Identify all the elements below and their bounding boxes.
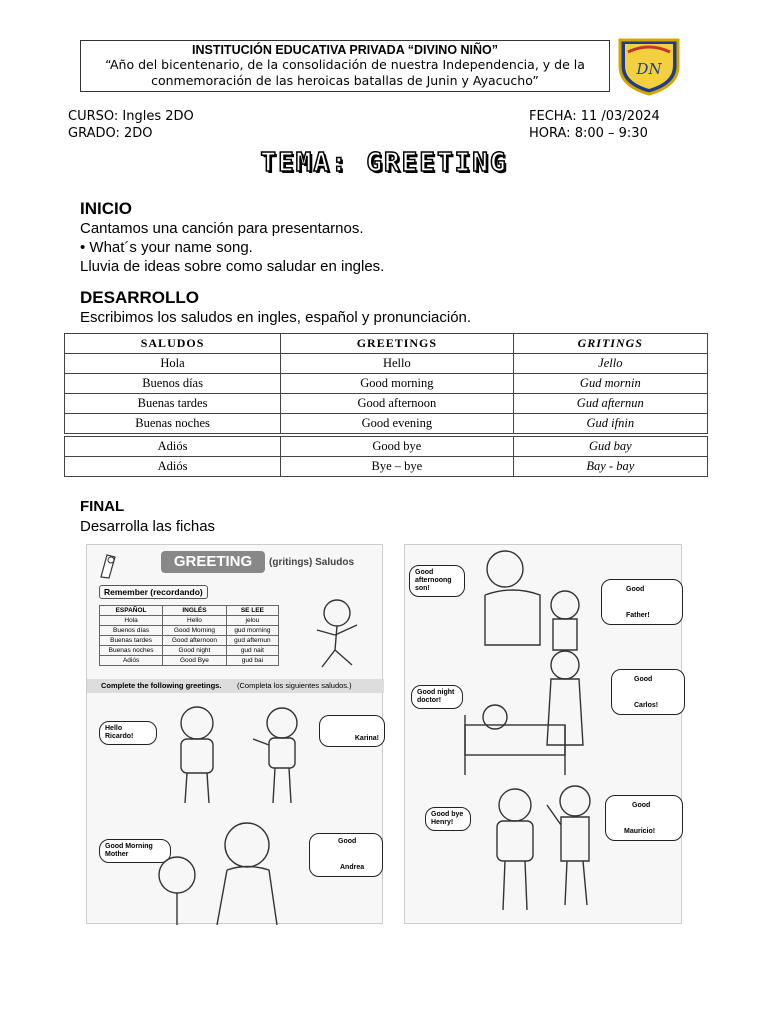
grade-label: GRADO: 2DO	[68, 126, 153, 141]
final-heading: FINAL	[80, 498, 125, 515]
table-row	[65, 437, 708, 457]
father-and-son-icon	[445, 545, 595, 655]
motto-line-2: conmemoración de las heroicas batallas de Junin y Ayacucho”	[151, 73, 539, 88]
worksheet-left	[86, 544, 383, 924]
bubble-hello-ricardo: Hello Ricardo!	[99, 721, 157, 745]
motto-line-1: “Año del bicentenario, de la consolidación de nuestra Independencia, y de la	[105, 57, 585, 72]
cell-english: Hello	[281, 354, 513, 374]
greetings-table	[64, 333, 708, 477]
mini-vocab-table: ESPAÑOL INGLÉS SE LEE Hola Hello jelou Buenos días Good Morning gud morning Buenas tardes Good afternoon gud afternun Buenas noches Good night gud nait Adiós Good Bye gud bai	[99, 605, 279, 666]
table-row	[65, 414, 708, 434]
inicio-bullet: • What´s your name song.	[80, 239, 253, 256]
cell-spanish: Buenos días	[65, 374, 281, 394]
school-logo	[614, 36, 684, 96]
svg-text:DN: DN	[636, 60, 662, 78]
cell-pronunciation: Jello	[513, 354, 707, 374]
cell-pronunciation: Gud afternun	[513, 394, 707, 414]
final-line-1: Desarrolla las fichas	[80, 518, 216, 535]
cell-pronunciation: Gud ifnin	[513, 414, 707, 434]
running-boy-icon	[297, 595, 377, 675]
cell-english: Good bye	[281, 437, 513, 457]
cell-spanish: Adiós	[65, 457, 281, 477]
complete-instruction-es: (Completa los siguientes saludos.)	[237, 681, 352, 690]
table-row	[65, 394, 708, 414]
boy-waving-icon	[247, 703, 317, 813]
bubble-andrea: Good Andrea	[309, 833, 383, 877]
cell-pronunciation: Bay - bay	[513, 457, 707, 477]
bubble-good-morning-mother: Good Morning Mother	[99, 839, 171, 863]
worksheet-subtitle: (gritings) Saludos	[269, 557, 354, 568]
cell-spanish: Hola	[65, 354, 281, 374]
institution-header	[80, 40, 610, 92]
cell-spanish: Buenas noches	[65, 414, 281, 434]
date-label: FECHA: 11 /03/2024	[529, 109, 660, 124]
inicio-heading: INICIO	[80, 199, 132, 218]
cell-spanish: Buenas tardes	[65, 394, 281, 414]
inicio-line-2: Lluvia de ideas sobre como saludar en ingles.	[80, 258, 385, 275]
worksheet-title: GREETING	[161, 551, 265, 573]
complete-instruction: Complete the following greetings.	[101, 681, 222, 690]
institution-name: INSTITUCIÓN EDUCATIVA PRIVADA “DIVINO NIÑO”	[191, 43, 499, 57]
topic-title: TEMA: GREETING	[260, 148, 508, 178]
worksheet-right	[404, 544, 682, 924]
table-row	[65, 354, 708, 374]
course-label: CURSO: Ingles 2DO	[68, 109, 194, 124]
bubble-father: Good Father!	[601, 579, 683, 625]
cell-pronunciation: Gud mornin	[513, 374, 707, 394]
boys-saying-goodbye-icon	[455, 775, 605, 923]
bubble-mauricio: Good Mauricio!	[605, 795, 683, 841]
table-row	[65, 374, 708, 394]
time-label: HORA: 8:00 – 9:30	[529, 126, 648, 141]
cell-english: Good evening	[281, 414, 513, 434]
bubble-karina: Karina!	[319, 715, 385, 747]
cell-pronunciation: Gud bay	[513, 437, 707, 457]
cell-english: Bye – bye	[281, 457, 513, 477]
bubble-good-bye-henry: Good bye Henry!	[425, 807, 471, 831]
mother-and-child-icon	[147, 815, 297, 925]
cell-english: Good morning	[281, 374, 513, 394]
cell-english: Good afternoon	[281, 394, 513, 414]
girl-with-backpack-icon	[157, 703, 237, 813]
desarrollo-line-1: Escribimos los saludos en ingles, español y pronunciación.	[80, 309, 472, 326]
header-greetings: GREETINGS	[281, 334, 513, 354]
doctor-and-patient-icon	[455, 645, 615, 780]
table-header-row	[65, 334, 708, 354]
table-row	[65, 457, 708, 477]
cell-spanish: Adiós	[65, 437, 281, 457]
bubble-carlos: Good Carlos!	[611, 669, 685, 715]
remember-label: Remember (recordando)	[99, 585, 208, 599]
pencil-mascot-icon	[97, 551, 119, 579]
bubble-good-afternoon-son: Good afternoong son!	[409, 565, 465, 597]
bubble-good-night-doctor: Good night doctor!	[411, 685, 463, 709]
header-saludos: SALUDOS	[65, 334, 281, 354]
inicio-line-1: Cantamos una canción para presentarnos.	[80, 220, 364, 237]
header-gritings: GRITINGS	[513, 334, 707, 354]
desarrollo-heading: DESARROLLO	[80, 288, 199, 307]
